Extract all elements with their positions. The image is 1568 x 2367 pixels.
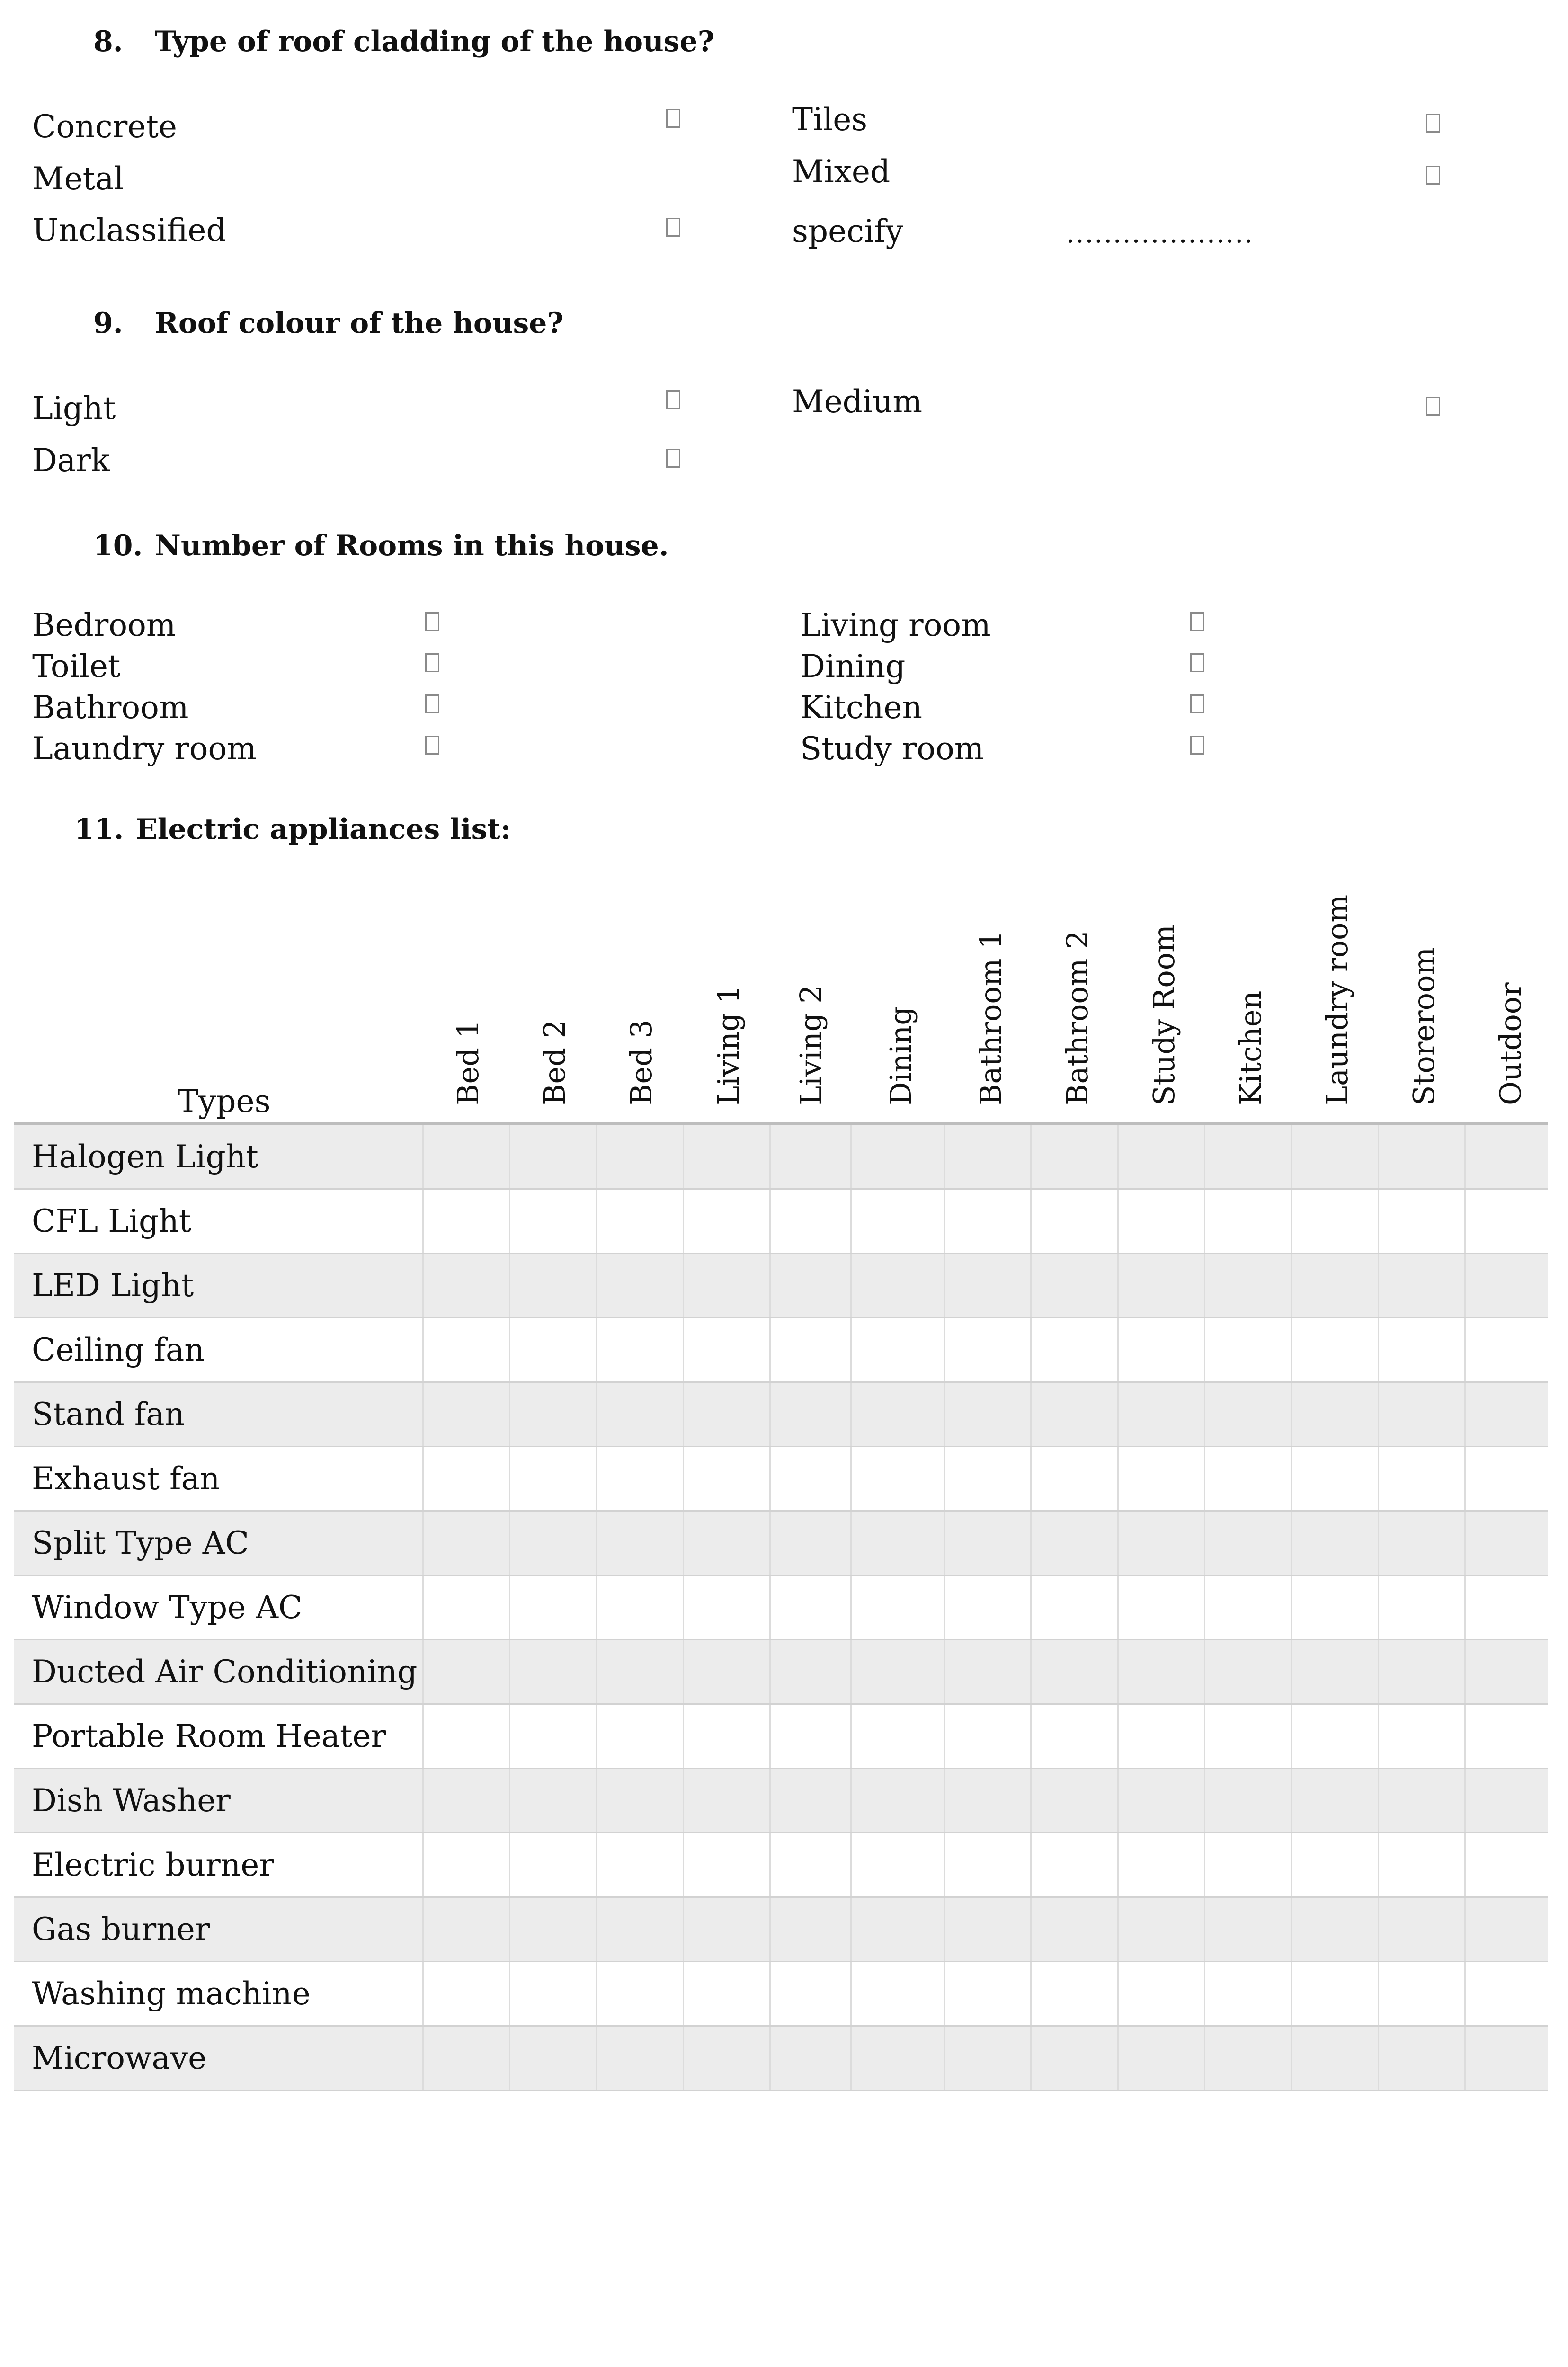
appliance-count-cell[interactable] xyxy=(684,1189,770,1254)
appliance-type-label: Microwave xyxy=(14,2026,423,2091)
appliance-count-cell[interactable] xyxy=(1118,1318,1204,1382)
appliance-count-cell[interactable] xyxy=(1118,1640,1204,1704)
q8-option-mixed: Mixed xyxy=(792,153,891,190)
appliance-count-cell[interactable] xyxy=(1465,1769,1548,1833)
appliance-count-cell[interactable] xyxy=(1292,2026,1378,2091)
appliance-count-cell[interactable] xyxy=(770,1318,851,1382)
appliance-row xyxy=(14,1447,1548,1511)
appliance-count-cell[interactable] xyxy=(1378,1575,1465,1640)
appliance-count-cell[interactable] xyxy=(1292,1897,1378,1962)
appliance-count-cell[interactable] xyxy=(1465,1125,1548,1189)
appliance-count-cell[interactable] xyxy=(423,2026,510,2091)
q10-option-living-room: Living room xyxy=(800,607,991,643)
appliance-count-cell[interactable] xyxy=(597,1833,683,1897)
q11-title: Electric appliances list: xyxy=(136,813,511,846)
appliance-count-cell[interactable] xyxy=(1465,1382,1548,1447)
appliance-count-cell[interactable] xyxy=(1465,1962,1548,2026)
appliance-count-cell[interactable] xyxy=(944,2026,1031,2091)
appliance-count-cell[interactable] xyxy=(1378,1318,1465,1382)
appliance-count-cell[interactable] xyxy=(1292,1640,1378,1704)
appliance-table xyxy=(14,1125,1548,2091)
column-header-storeroom: Storeroom xyxy=(1407,947,1441,1105)
appliance-count-cell[interactable] xyxy=(1465,1704,1548,1769)
q10-option-laundry-room: Laundry room xyxy=(32,730,257,767)
appliance-count-cell[interactable] xyxy=(770,1511,851,1575)
appliance-count-cell[interactable] xyxy=(684,1254,770,1318)
appliance-count-cell[interactable] xyxy=(1031,2026,1118,2091)
column-header-dining: Dining xyxy=(883,1006,918,1105)
appliance-count-cell[interactable] xyxy=(944,1318,1031,1382)
column-header-bed-2: Bed 2 xyxy=(537,1019,572,1105)
q10-laundry-room-checkbox[interactable] xyxy=(425,736,439,755)
column-header-living-2: Living 2 xyxy=(793,985,828,1105)
appliance-count-cell[interactable] xyxy=(851,1640,944,1704)
appliance-row xyxy=(14,1125,1548,1189)
appliance-count-cell[interactable] xyxy=(597,1382,683,1447)
appliance-count-cell[interactable] xyxy=(851,1125,944,1189)
appliance-count-cell[interactable] xyxy=(684,1769,770,1833)
appliance-count-cell[interactable] xyxy=(423,1833,510,1897)
q8-option-specify: specify xyxy=(792,213,903,249)
q10-option-bathroom: Bathroom xyxy=(32,689,189,726)
appliance-count-cell[interactable] xyxy=(597,1897,683,1962)
q9-option-medium: Medium xyxy=(792,383,923,420)
appliance-count-cell[interactable] xyxy=(510,1125,597,1189)
appliance-count-cell[interactable] xyxy=(851,1254,944,1318)
appliance-count-cell[interactable] xyxy=(510,1704,597,1769)
appliance-count-cell[interactable] xyxy=(1465,1447,1548,1511)
appliance-count-cell[interactable] xyxy=(1205,1382,1292,1447)
appliance-count-cell[interactable] xyxy=(510,1575,597,1640)
appliance-count-cell[interactable] xyxy=(510,1447,597,1511)
appliance-row xyxy=(14,1833,1548,1897)
appliance-type-label: Portable Room Heater xyxy=(14,1704,423,1769)
appliance-count-cell[interactable] xyxy=(510,1833,597,1897)
q8-unclassified-checkbox[interactable] xyxy=(666,218,680,237)
q10-living-room-checkbox[interactable] xyxy=(1190,612,1204,631)
appliance-count-cell[interactable] xyxy=(510,1318,597,1382)
q10-toilet-checkbox[interactable] xyxy=(425,653,439,672)
appliance-count-cell[interactable] xyxy=(944,1833,1031,1897)
appliance-count-cell[interactable] xyxy=(944,1897,1031,1962)
appliance-count-cell[interactable] xyxy=(1031,1704,1118,1769)
appliance-count-cell[interactable] xyxy=(423,1318,510,1382)
q8-mixed-checkbox[interactable] xyxy=(1426,166,1440,185)
column-header-kitchen: Kitchen xyxy=(1233,990,1268,1105)
appliance-type-label: Dish Washer xyxy=(14,1769,423,1833)
q10-option-study-room: Study room xyxy=(800,730,984,767)
appliance-count-cell[interactable] xyxy=(944,1189,1031,1254)
appliance-count-cell[interactable] xyxy=(1292,1125,1378,1189)
appliance-count-cell[interactable] xyxy=(1205,1962,1292,2026)
appliance-count-cell[interactable] xyxy=(1378,1769,1465,1833)
appliance-count-cell[interactable] xyxy=(1465,1189,1548,1254)
appliance-count-cell[interactable] xyxy=(1465,1254,1548,1318)
appliance-count-cell[interactable] xyxy=(851,1318,944,1382)
q10-study-room-checkbox[interactable] xyxy=(1190,736,1204,755)
appliance-count-cell[interactable] xyxy=(770,1125,851,1189)
q10-title: Number of Rooms in this house. xyxy=(155,529,669,562)
q8-option-concrete: Concrete xyxy=(32,108,177,145)
q9-medium-checkbox[interactable] xyxy=(1426,397,1440,416)
appliance-count-cell[interactable] xyxy=(1205,1833,1292,1897)
appliance-count-cell[interactable] xyxy=(770,1962,851,2026)
appliance-count-cell[interactable] xyxy=(1378,1897,1465,1962)
appliance-count-cell[interactable] xyxy=(1205,1125,1292,1189)
appliance-count-cell[interactable] xyxy=(684,1511,770,1575)
appliance-count-cell[interactable] xyxy=(1292,1254,1378,1318)
appliance-count-cell[interactable] xyxy=(1118,2026,1204,2091)
column-header-bathroom-2: Bathroom 2 xyxy=(1060,930,1095,1105)
appliance-count-cell[interactable] xyxy=(684,1575,770,1640)
q10-bathroom-checkbox[interactable] xyxy=(425,694,439,713)
q9-option-dark: Dark xyxy=(32,442,110,479)
appliance-count-cell[interactable] xyxy=(684,1833,770,1897)
appliance-type-label: Ducted Air Conditioning xyxy=(14,1640,423,1704)
appliance-count-cell[interactable] xyxy=(851,1511,944,1575)
appliance-count-cell[interactable] xyxy=(423,1769,510,1833)
appliance-count-cell[interactable] xyxy=(1205,1897,1292,1962)
appliance-type-label: Exhaust fan xyxy=(14,1447,423,1511)
q8-option-tiles: Tiles xyxy=(792,101,868,138)
appliance-count-cell[interactable] xyxy=(684,1382,770,1447)
appliance-count-cell[interactable] xyxy=(1292,1382,1378,1447)
appliance-count-cell[interactable] xyxy=(597,1318,683,1382)
q9-number: 9. xyxy=(93,307,123,340)
q8-title: Type of roof cladding of the house? xyxy=(155,25,714,58)
appliance-count-cell[interactable] xyxy=(1118,1704,1204,1769)
appliance-count-cell[interactable] xyxy=(944,1640,1031,1704)
appliance-count-cell[interactable] xyxy=(1118,1897,1204,1962)
appliance-count-cell[interactable] xyxy=(510,1254,597,1318)
appliance-count-cell[interactable] xyxy=(1378,1189,1465,1254)
q8-tiles-checkbox[interactable] xyxy=(1426,114,1440,133)
appliance-count-cell[interactable] xyxy=(1118,1575,1204,1640)
appliance-count-cell[interactable] xyxy=(1031,1897,1118,1962)
appliance-count-cell[interactable] xyxy=(1118,1189,1204,1254)
appliance-row xyxy=(14,1769,1548,1833)
appliance-count-cell[interactable] xyxy=(944,1511,1031,1575)
appliance-count-cell[interactable] xyxy=(944,1769,1031,1833)
appliance-count-cell[interactable] xyxy=(597,1640,683,1704)
q9-option-light: Light xyxy=(32,390,116,427)
appliance-count-cell[interactable] xyxy=(770,1575,851,1640)
appliance-type-label: Electric burner xyxy=(14,1833,423,1897)
appliance-count-cell[interactable] xyxy=(1378,1640,1465,1704)
appliance-count-cell[interactable] xyxy=(1118,1833,1204,1897)
appliance-count-cell[interactable] xyxy=(1118,1447,1204,1511)
appliance-count-cell[interactable] xyxy=(770,1769,851,1833)
appliance-count-cell[interactable] xyxy=(1205,1769,1292,1833)
appliance-count-cell[interactable] xyxy=(1465,2026,1548,2091)
appliance-count-cell[interactable] xyxy=(1031,1382,1118,1447)
appliance-count-cell[interactable] xyxy=(1292,1447,1378,1511)
q10-option-kitchen: Kitchen xyxy=(800,689,922,726)
appliance-count-cell[interactable] xyxy=(1292,1318,1378,1382)
appliance-count-cell[interactable] xyxy=(684,1318,770,1382)
appliance-row xyxy=(14,1575,1548,1640)
appliance-count-cell[interactable] xyxy=(1031,1640,1118,1704)
appliance-count-cell[interactable] xyxy=(770,1897,851,1962)
appliance-count-cell[interactable] xyxy=(944,1447,1031,1511)
column-header-living-1: Living 1 xyxy=(711,985,746,1105)
appliance-count-cell[interactable] xyxy=(423,1447,510,1511)
appliance-count-cell[interactable] xyxy=(510,1897,597,1962)
appliance-count-cell[interactable] xyxy=(510,1640,597,1704)
q8-concrete-checkbox[interactable] xyxy=(666,109,680,128)
appliance-count-cell[interactable] xyxy=(423,1382,510,1447)
appliance-count-cell[interactable] xyxy=(851,1704,944,1769)
appliance-count-cell[interactable] xyxy=(684,1125,770,1189)
appliance-count-cell[interactable] xyxy=(1378,2026,1465,2091)
appliance-count-cell[interactable] xyxy=(1465,1640,1548,1704)
appliance-count-cell[interactable] xyxy=(684,1897,770,1962)
appliance-count-cell[interactable] xyxy=(1205,1318,1292,1382)
appliance-count-cell[interactable] xyxy=(1292,1962,1378,2026)
appliance-count-cell[interactable] xyxy=(770,1189,851,1254)
appliance-count-cell[interactable] xyxy=(423,1897,510,1962)
appliance-row xyxy=(14,1897,1548,1962)
appliance-count-cell[interactable] xyxy=(510,1511,597,1575)
appliance-count-cell[interactable] xyxy=(1378,1125,1465,1189)
appliance-count-cell[interactable] xyxy=(423,1189,510,1254)
appliance-count-cell[interactable] xyxy=(684,2026,770,2091)
appliance-type-label: Halogen Light xyxy=(14,1125,423,1189)
q9-dark-checkbox[interactable] xyxy=(666,449,680,468)
appliance-count-cell[interactable] xyxy=(1118,1125,1204,1189)
appliance-count-cell[interactable] xyxy=(770,2026,851,2091)
appliance-row xyxy=(14,2026,1548,2091)
appliance-count-cell[interactable] xyxy=(1118,1511,1204,1575)
appliance-count-cell[interactable] xyxy=(944,1382,1031,1447)
appliance-row xyxy=(14,1640,1548,1704)
appliance-type-label: Split Type AC xyxy=(14,1511,423,1575)
column-header-outdoor: Outdoor xyxy=(1493,982,1528,1105)
appliance-count-cell[interactable] xyxy=(684,1447,770,1511)
appliance-row xyxy=(14,1382,1548,1447)
appliance-count-cell[interactable] xyxy=(1378,1382,1465,1447)
appliance-count-cell[interactable] xyxy=(1465,1511,1548,1575)
q8-specify-blank[interactable]: .................... xyxy=(1066,218,1254,249)
appliance-count-cell[interactable] xyxy=(597,1575,683,1640)
appliance-count-cell[interactable] xyxy=(1031,1189,1118,1254)
appliance-count-cell[interactable] xyxy=(1205,2026,1292,2091)
column-header-bed-1: Bed 1 xyxy=(451,1019,485,1105)
appliance-count-cell[interactable] xyxy=(1118,1962,1204,2026)
appliance-count-cell[interactable] xyxy=(423,1125,510,1189)
appliance-count-cell[interactable] xyxy=(597,2026,683,2091)
appliance-count-cell[interactable] xyxy=(1205,1447,1292,1511)
appliance-count-cell[interactable] xyxy=(1031,1769,1118,1833)
appliance-count-cell[interactable] xyxy=(1292,1833,1378,1897)
appliance-row xyxy=(14,1318,1548,1382)
appliance-count-cell[interactable] xyxy=(423,1640,510,1704)
q10-dining-checkbox[interactable] xyxy=(1190,653,1204,672)
appliance-row xyxy=(14,1962,1548,2026)
appliance-count-cell[interactable] xyxy=(423,1575,510,1640)
appliance-count-cell[interactable] xyxy=(851,1575,944,1640)
appliance-count-cell[interactable] xyxy=(851,1833,944,1897)
appliance-count-cell[interactable] xyxy=(1031,1511,1118,1575)
appliance-count-cell[interactable] xyxy=(1378,1254,1465,1318)
appliance-count-cell[interactable] xyxy=(1031,1575,1118,1640)
appliance-count-cell[interactable] xyxy=(851,1962,944,2026)
appliance-count-cell[interactable] xyxy=(1205,1575,1292,1640)
q8-option-unclassified: Unclassified xyxy=(32,212,226,249)
appliance-count-cell[interactable] xyxy=(1378,1447,1465,1511)
appliance-count-cell[interactable] xyxy=(944,1962,1031,2026)
appliance-row xyxy=(14,1511,1548,1575)
appliance-count-cell[interactable] xyxy=(1292,1511,1378,1575)
appliance-type-label: LED Light xyxy=(14,1254,423,1318)
appliance-row xyxy=(14,1704,1548,1769)
appliance-count-cell[interactable] xyxy=(1378,1704,1465,1769)
appliance-type-label: Ceiling fan xyxy=(14,1318,423,1382)
appliance-count-cell[interactable] xyxy=(597,1704,683,1769)
appliance-count-cell[interactable] xyxy=(1292,1769,1378,1833)
appliance-count-cell[interactable] xyxy=(1031,1833,1118,1897)
appliance-count-cell[interactable] xyxy=(597,1125,683,1189)
appliance-count-cell[interactable] xyxy=(423,1511,510,1575)
appliance-count-cell[interactable] xyxy=(851,1382,944,1447)
appliance-count-cell[interactable] xyxy=(770,1640,851,1704)
q10-number: 10. xyxy=(93,529,143,562)
appliance-count-cell[interactable] xyxy=(510,1962,597,2026)
appliance-count-cell[interactable] xyxy=(1378,1962,1465,2026)
appliance-count-cell[interactable] xyxy=(1205,1640,1292,1704)
appliance-count-cell[interactable] xyxy=(1031,1447,1118,1511)
appliance-count-cell[interactable] xyxy=(423,1962,510,2026)
appliance-count-cell[interactable] xyxy=(770,1382,851,1447)
appliance-count-cell[interactable] xyxy=(944,1575,1031,1640)
appliance-count-cell[interactable] xyxy=(851,2026,944,2091)
appliance-count-cell[interactable] xyxy=(1292,1189,1378,1254)
appliance-count-cell[interactable] xyxy=(684,1962,770,2026)
appliance-count-cell[interactable] xyxy=(770,1704,851,1769)
appliance-row xyxy=(14,1254,1548,1318)
appliance-count-cell[interactable] xyxy=(597,1511,683,1575)
appliance-count-cell[interactable] xyxy=(597,1189,683,1254)
appliance-row xyxy=(14,1189,1548,1254)
appliance-count-cell[interactable] xyxy=(510,1769,597,1833)
appliance-count-cell[interactable] xyxy=(510,1382,597,1447)
appliance-count-cell[interactable] xyxy=(510,1189,597,1254)
appliance-count-cell[interactable] xyxy=(1378,1511,1465,1575)
appliance-count-cell[interactable] xyxy=(1118,1382,1204,1447)
appliance-count-cell[interactable] xyxy=(684,1704,770,1769)
q9-title: Roof colour of the house? xyxy=(155,307,564,340)
appliance-count-cell[interactable] xyxy=(597,1447,683,1511)
column-header-study-room: Study Room xyxy=(1147,925,1181,1105)
q9-light-checkbox[interactable] xyxy=(666,390,680,409)
appliance-count-cell[interactable] xyxy=(851,1769,944,1833)
types-column-header: Types xyxy=(178,1083,271,1120)
appliance-count-cell[interactable] xyxy=(423,1254,510,1318)
appliance-count-cell[interactable] xyxy=(1465,1318,1548,1382)
q11-number: 11. xyxy=(74,813,124,846)
q8-option-metal: Metal xyxy=(32,160,124,197)
appliance-count-cell[interactable] xyxy=(1465,1897,1548,1962)
appliance-count-cell[interactable] xyxy=(1118,1769,1204,1833)
appliance-type-label: Washing machine xyxy=(14,1962,423,2026)
appliance-count-cell[interactable] xyxy=(1205,1511,1292,1575)
appliance-count-cell[interactable] xyxy=(1205,1189,1292,1254)
appliance-type-label: Gas burner xyxy=(14,1897,423,1962)
column-header-bed-3: Bed 3 xyxy=(624,1019,659,1105)
appliance-count-cell[interactable] xyxy=(423,1704,510,1769)
appliance-type-label: Window Type AC xyxy=(14,1575,423,1640)
q10-bedroom-checkbox[interactable] xyxy=(425,612,439,631)
q10-option-toilet: Toilet xyxy=(32,648,121,685)
appliance-count-cell[interactable] xyxy=(1031,1962,1118,2026)
appliance-count-cell[interactable] xyxy=(770,1254,851,1318)
appliance-count-cell[interactable] xyxy=(597,1962,683,2026)
appliance-type-label: CFL Light xyxy=(14,1189,423,1254)
q8-number: 8. xyxy=(93,25,123,58)
q10-option-dining: Dining xyxy=(800,648,906,685)
appliance-count-cell[interactable] xyxy=(684,1640,770,1704)
q10-kitchen-checkbox[interactable] xyxy=(1190,694,1204,713)
appliance-count-cell[interactable] xyxy=(944,1125,1031,1189)
appliance-count-cell[interactable] xyxy=(1205,1704,1292,1769)
column-header-laundry-room: Laundry room xyxy=(1320,894,1354,1105)
appliance-count-cell[interactable] xyxy=(944,1254,1031,1318)
appliance-count-cell[interactable] xyxy=(770,1833,851,1897)
appliance-count-cell[interactable] xyxy=(1465,1833,1548,1897)
appliance-count-cell[interactable] xyxy=(597,1254,683,1318)
appliance-count-cell[interactable] xyxy=(851,1447,944,1511)
appliance-count-cell[interactable] xyxy=(1031,1125,1118,1189)
appliance-count-cell[interactable] xyxy=(1118,1254,1204,1318)
appliance-count-cell[interactable] xyxy=(851,1897,944,1962)
appliance-count-cell[interactable] xyxy=(1205,1254,1292,1318)
appliance-count-cell[interactable] xyxy=(1031,1254,1118,1318)
appliance-count-cell[interactable] xyxy=(1465,1575,1548,1640)
appliance-count-cell[interactable] xyxy=(597,1769,683,1833)
appliance-count-cell[interactable] xyxy=(944,1704,1031,1769)
q10-option-bedroom: Bedroom xyxy=(32,607,176,643)
appliance-count-cell[interactable] xyxy=(1031,1318,1118,1382)
column-header-bathroom-1: Bathroom 1 xyxy=(973,930,1008,1105)
appliance-count-cell[interactable] xyxy=(1292,1704,1378,1769)
appliance-count-cell[interactable] xyxy=(770,1447,851,1511)
appliance-type-label: Stand fan xyxy=(14,1382,423,1447)
appliance-count-cell[interactable] xyxy=(1292,1575,1378,1640)
appliance-count-cell[interactable] xyxy=(851,1189,944,1254)
appliance-count-cell[interactable] xyxy=(1378,1833,1465,1897)
appliance-count-cell[interactable] xyxy=(510,2026,597,2091)
